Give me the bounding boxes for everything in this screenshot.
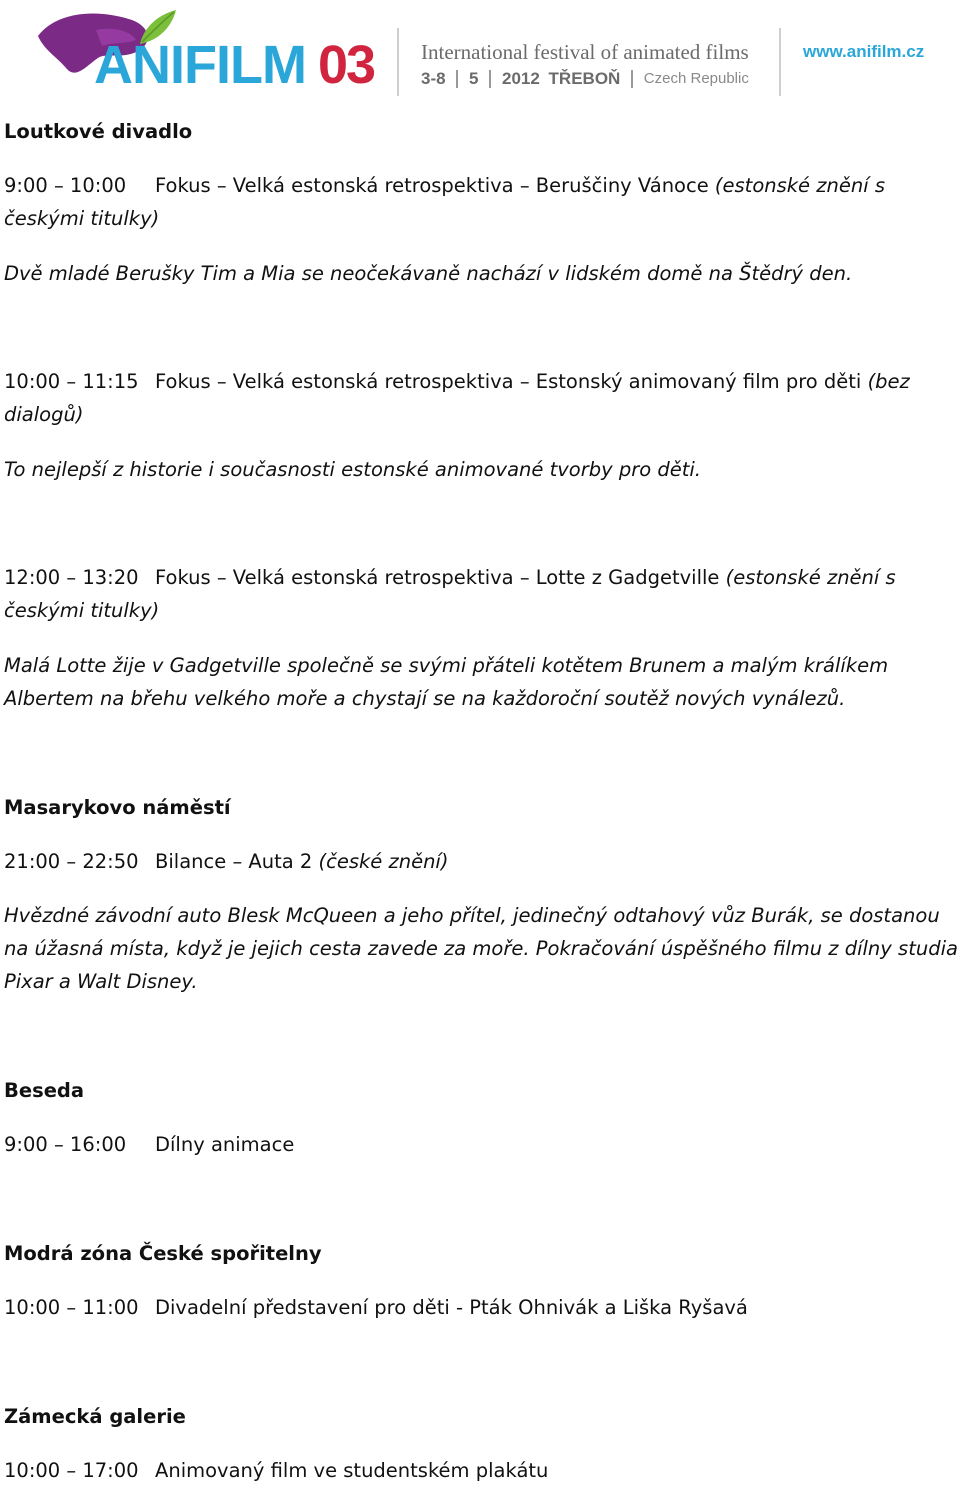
event-line xyxy=(4,1128,958,1161)
venue-heading: Modrá zóna České spořitelny xyxy=(4,1242,322,1265)
event-language-note: (estonské znění s českými titulky) xyxy=(4,566,896,622)
event-line xyxy=(4,1291,958,1324)
event-title: Fokus – Velká estonská retrospektiva – Beruščiny Vánoce xyxy=(155,174,709,197)
event-title: Bilance – Auta 2 xyxy=(155,850,313,873)
festival-month: 5 xyxy=(469,68,479,88)
festival-date-line xyxy=(421,68,749,92)
date-separator xyxy=(456,70,458,88)
date-separator xyxy=(489,70,491,88)
festival-title: International festival of animated films xyxy=(421,40,749,64)
festival-country: Czech Republic xyxy=(643,70,749,88)
event-line xyxy=(4,561,958,627)
festival-year: 2012 xyxy=(501,68,540,88)
event-line xyxy=(4,845,958,878)
event-time: 9:00 – 16:00 xyxy=(4,1133,127,1156)
event-line xyxy=(4,365,958,431)
event-time: 10:00 – 11:15 xyxy=(4,370,139,393)
website-link[interactable]: www.anifilm.cz xyxy=(803,42,925,61)
festival-city: TŘEBOŇ xyxy=(548,68,621,88)
festival-days: 3-8 xyxy=(421,68,446,88)
logo-wordmark: ANIFILM xyxy=(94,35,306,95)
banner-divider xyxy=(397,28,399,96)
banner-divider xyxy=(779,28,781,96)
event-time: 10:00 – 11:00 xyxy=(4,1296,139,1319)
anifilm-logo xyxy=(36,6,381,98)
festival-banner xyxy=(0,0,960,110)
event-line xyxy=(4,1454,958,1487)
event-time: 9:00 – 10:00 xyxy=(4,174,127,197)
venue-heading: Zámecká galerie xyxy=(4,1405,186,1428)
event-time: 12:00 – 13:20 xyxy=(4,566,139,589)
event-title: Fokus – Velká estonská retrospektiva – Lotte z Gadgetville xyxy=(155,566,720,589)
event-description: Dvě mladé Berušky Tim a Mia se neočekávaně nachází v lidském domě na Štědrý den. xyxy=(4,262,853,285)
logo-edition-number: 03 xyxy=(318,35,375,95)
event-description: To nejlepší z historie i současnosti estonské animované tvorby pro děti. xyxy=(4,458,702,481)
event-title: Animovaný film ve studentském plakátu xyxy=(155,1459,549,1482)
city-separator xyxy=(631,70,633,88)
event-time: 10:00 – 17:00 xyxy=(4,1459,139,1482)
event-language-note: (estonské znění s českými titulky) xyxy=(4,174,885,230)
event-language-note: (bez dialogů) xyxy=(4,370,910,426)
venue-heading: Masarykovo náměstí xyxy=(4,796,231,819)
venue-heading: Beseda xyxy=(4,1079,85,1102)
event-description: Hvězdné závodní auto Blesk McQueen a jeho přítel, jedinečný odtahový vůz Burák, se dostanou na úžasná místa, když je jejich cesta zavede za moře. Pokračování úspěšného filmu z dílny studia Pixar a Walt Disney. xyxy=(4,904,958,993)
event-description: Malá Lotte žije v Gadgetville společně se svými přáteli kotětem Brunem a malým králíkem Albertem na břehu velkého moře a chystají se na každoroční soutěž nových vynálezů. xyxy=(4,654,889,710)
event-time: 21:00 – 22:50 xyxy=(4,850,139,873)
venue-heading: Loutkové divadlo xyxy=(4,120,193,143)
event-line xyxy=(4,169,958,235)
event-language-note: (české znění) xyxy=(318,850,449,873)
event-title: Divadelní představení pro děti - Pták Ohnivák a Liška Ryšavá xyxy=(155,1296,748,1319)
event-title: Dílny animace xyxy=(155,1133,295,1156)
event-title: Fokus – Velká estonská retrospektiva – Estonský animovaný film pro děti xyxy=(155,370,862,393)
